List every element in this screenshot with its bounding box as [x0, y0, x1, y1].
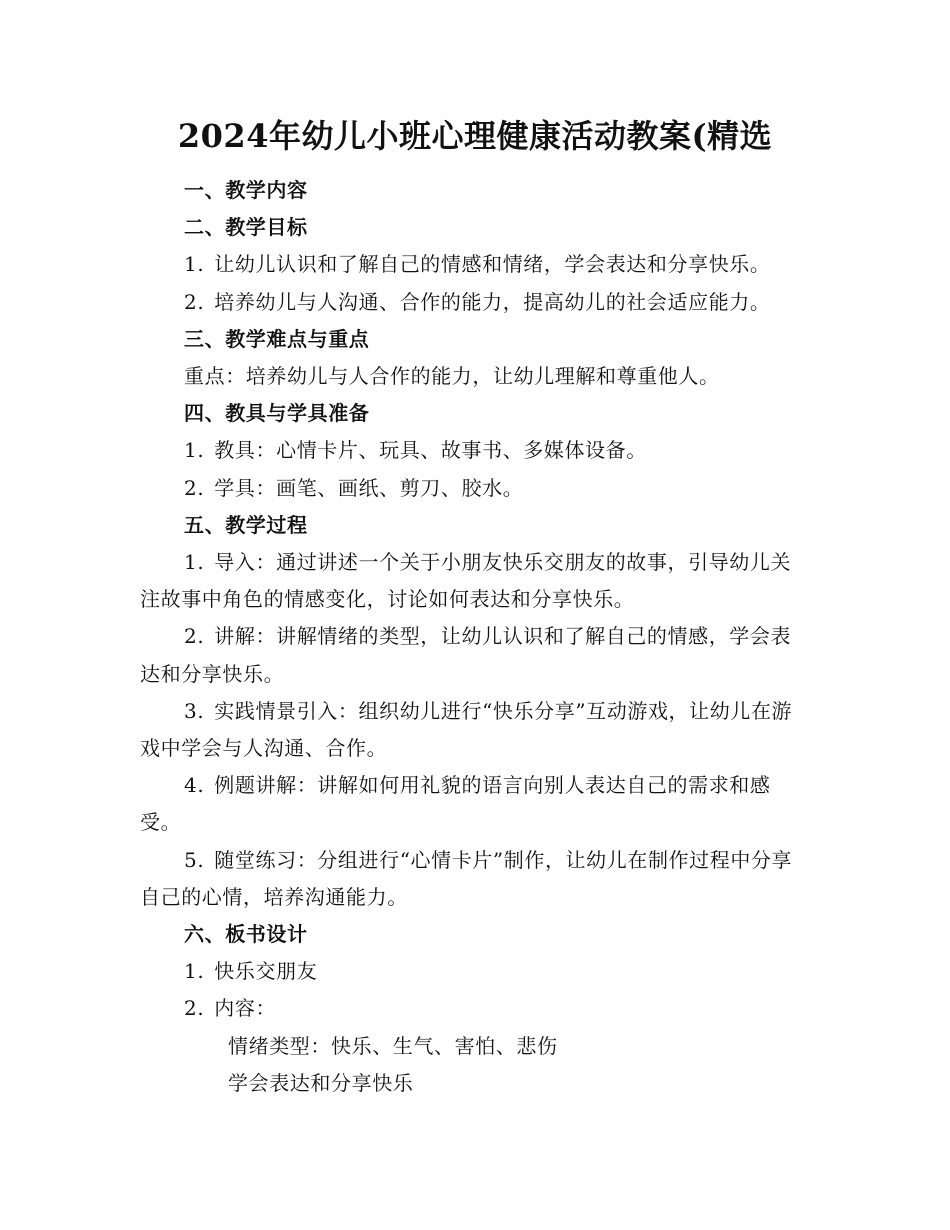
- process-item: 4. 例题讲解：讲解如何用礼貌的语言向别人表达自己的需求和感受。: [140, 773, 771, 835]
- section-heading-materials: 四、教具与学具准备: [184, 401, 370, 426]
- section-heading-key-points: 三、教学难点与重点: [184, 326, 370, 351]
- process-item: 2. 讲解：讲解情绪的类型，让幼儿认识和了解自己的情感，学会表达和分享快乐。: [140, 624, 792, 686]
- section-heading-board-design: 六、板书设计: [184, 922, 308, 947]
- section-heading-objectives: 二、教学目标: [184, 215, 308, 240]
- board-item: 2. 内容：: [184, 996, 277, 1021]
- objective-item: 2. 培养幼儿与人沟通、合作的能力，提高幼儿的社会适应能力。: [184, 289, 771, 314]
- board-subitem: 学会表达和分享快乐: [228, 1070, 414, 1095]
- board-item: 1. 快乐交朋友: [184, 959, 318, 984]
- section-heading-content: 一、教学内容: [184, 178, 308, 202]
- document-title: 2024年幼儿小班心理健康活动教案(精选: [177, 117, 773, 155]
- materials-item: 2. 学具：画笔、画纸、剪刀、胶水。: [184, 475, 524, 500]
- section-heading-process: 五、教学过程: [184, 512, 308, 537]
- process-item: 3. 实践情景引入：组织幼儿进行“快乐分享”互动游戏，让幼儿在游戏中学会与人沟通、合作。: [140, 698, 793, 761]
- key-point-text: 重点：培养幼儿与人合作的能力，让幼儿理解和尊重他人。: [184, 364, 720, 389]
- process-item: 5. 随堂练习：分组进行“心情卡片”制作，让幼儿在制作过程中分享自己的心情，培养沟通能力。: [140, 847, 793, 909]
- process-item: 1. 导入：通过讲述一个关于小朋友快乐交朋友的故事，引导幼儿关注故事中角色的情感变化，讨论如何表达和分享快乐。: [140, 550, 792, 612]
- objective-item: 1. 让幼儿认识和了解自己的情感和情绪，学会表达和分享快乐。: [184, 252, 771, 277]
- board-subitem: 情绪类型：快乐、生气、害怕、悲伤: [228, 1033, 558, 1058]
- materials-item: 1. 教具：心情卡片、玩具、故事书、多媒体设备。: [184, 438, 647, 463]
